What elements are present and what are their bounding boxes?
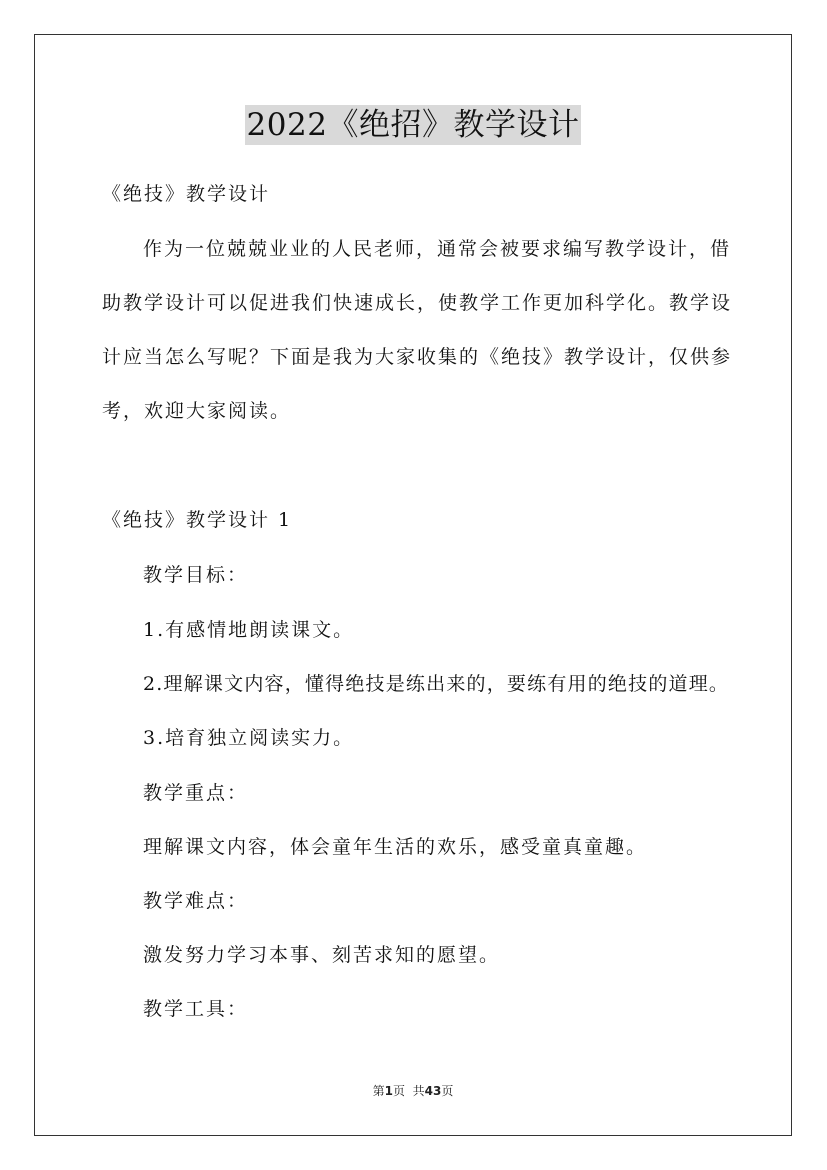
intro-line-2: 助教学设计可以促进我们快速成长，使教学工作更加科学化。教学设: [102, 292, 733, 314]
title-container: [35, 105, 791, 145]
footer-page-suffix: 页: [392, 1084, 405, 1098]
page-footer: [35, 1082, 791, 1099]
footer-page-prefix: 第: [372, 1084, 385, 1098]
section1-line-7: 教学难点：: [143, 890, 249, 912]
section1-heading: 《绝技》教学设计 1: [102, 509, 293, 531]
section1-line-9: 教学工具：: [143, 998, 249, 1020]
footer-total-prefix: 共: [412, 1084, 425, 1098]
section1-line-8: 激发努力学习本事、刻苦求知的愿望。: [143, 944, 501, 966]
section1-line-1: 教学目标：: [143, 564, 249, 586]
footer-total-suffix: 页: [441, 1084, 454, 1098]
document-page: [34, 34, 792, 1136]
intro-heading: 《绝技》教学设计: [102, 183, 271, 205]
intro-line-4: 考，欢迎大家阅读。: [102, 400, 292, 422]
footer-page-number: 1: [384, 1084, 393, 1098]
section1-line-2: 1.有感情地朗读课文。: [143, 619, 355, 641]
section1-line-5: 教学重点：: [143, 782, 249, 804]
section1-line-4: 3.培育独立阅读实力。: [143, 727, 355, 749]
section1-line-3: 2.理解课文内容，懂得绝技是练出来的，要练有用的绝技的道理。: [143, 673, 730, 695]
intro-line-3: 计应当怎么写呢？下面是我为大家收集的《绝技》教学设计，仅供参: [102, 346, 733, 368]
section1-line-6: 理解课文内容，体会童年生活的欢乐，感受童真童趣。: [143, 836, 648, 858]
footer-total-number: 43: [424, 1084, 442, 1098]
document-title: 2022《绝招》教学设计: [246, 107, 580, 143]
intro-line-1: 作为一位兢兢业业的人民老师，通常会被要求编写教学设计，借: [143, 238, 732, 260]
